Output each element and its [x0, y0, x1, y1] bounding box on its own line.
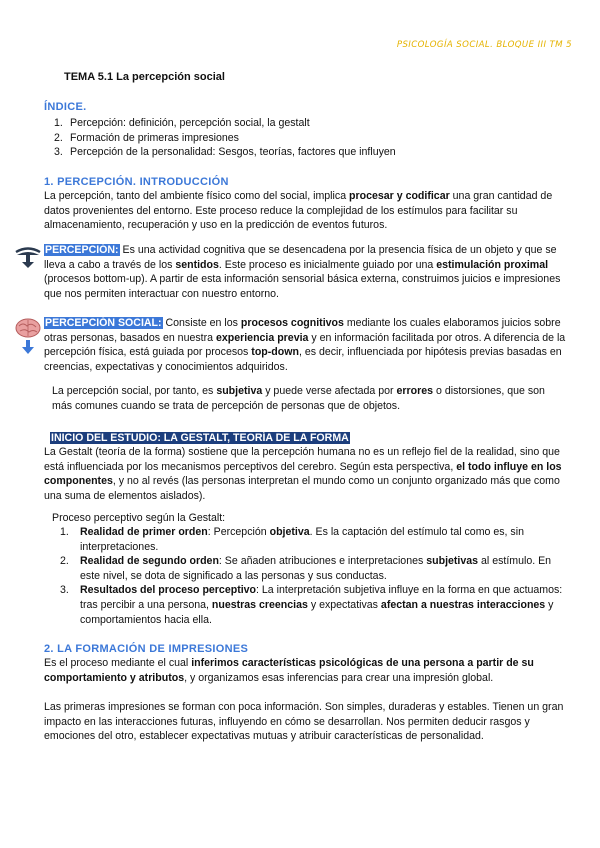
perception-definition-paragraph: PERCEPCIÓN: Es una actividad cognitiva que se desencadena por la presencia física de un objeto y que se lleva a cabo a través de los sentidos. Este proceso es inicialmente guiado por una estimulación proximal (procesos bottom-up). A partir de esta información sensorial básica externa, construimos juicios e impresiones que nos permiten interactuar con nuestro entorno. [44, 244, 561, 300]
gestalt-heading: INICIO DEL ESTUDIO: LA GESTALT, TEORÍA DE LA FORMA [51, 432, 349, 444]
perception-intro-paragraph: La percepción, tanto del ambiente físico como del social, implica procesar y codificar una gran cantidad de datos provenientes del entorno. Este proceso reduce la complejidad de los estímulos para facilitar su almacenamiento, recuperación y uso en la predicción de eventos futuros. [44, 190, 553, 232]
brain-icon [14, 318, 42, 356]
perception-label: PERCEPCIÓN: [45, 244, 119, 256]
social-perception-paragraph: PERCEPCIÓN SOCIAL: Consiste en los procesos cognitivos mediante los cuales elaboramos juicios sobre otras personas, basados en nuestra experiencia previa y en información facilitada por otros. A diferencia de la percepción física, está guiada por procesos top-down, es decir, influenciada por hipótesis previas basadas en creencias, expectativas y conocimientos adquiridos. [44, 317, 566, 373]
index-item: 3. Percepción de la personalidad: Sesgos, teorías, factores que influyen [54, 146, 396, 159]
first-impressions-paragraph: Las primeras impresiones se forman con poca información. Son simples, duraderas y estables. Tienen un gran impacto en las interacciones futuras, influyendo en cómo se desarrollan. Nos permiten deducir rasgos y emociones del otro, establecer expectativas mutuas y atribuir características de personalidad. [44, 701, 564, 743]
index-heading: ÍNDICE. [44, 101, 87, 113]
gestalt-paragraph: La Gestalt (teoría de la forma) sostiene que la percepción humana no es un reflejo fiel de la realidad, sino que está influenciada por los mecanismos perceptivos del cerebro. Según esta perspectiva, el todo influye en los componentes, y no al revés (las personas interpretan el mundo como un conjunto organizado más que como una suma de elementos aislados). [44, 446, 562, 502]
list-item: 2. Realidad de segundo orden: Se añaden atribuciones e interpretaciones subjetivas al estímulo. En este nivel, se dota de significado a las personas y sus conductas. [60, 555, 552, 582]
section-heading-impressions: 2. LA FORMACIÓN DE IMPRESIONES [44, 643, 249, 655]
index-item: 2. Formación de primeras impresiones [54, 131, 239, 144]
subjective-paragraph: La percepción social, por tanto, es subjetiva y puede verse afectada por errores o distorsiones, que son más comunes cuando se trata de percepción de personas que de objetos. [52, 385, 545, 412]
social-perception-label: PERCEPCIÓN SOCIAL: [45, 317, 162, 329]
course-header: PSICOLOGÍA SOCIAL. BLOQUE III TM 5 [396, 40, 572, 50]
index-item: 1. Percepción: definición, percepción social, la gestalt [54, 117, 310, 129]
eye-icon [14, 246, 42, 268]
process-list [60, 525, 568, 627]
list-item: 3. Resultados del proceso perceptivo: La interpretación subjetiva influye en la forma en que actuamos: tras percibir a una persona, nuestras creencias y expectativas afectan a nuestras interacciones y comportamientos hacia ella. [60, 584, 563, 626]
list-item: 1. Realidad de primer orden: Percepción objetiva. Es la captación del estímulo tal como es, sin interpretaciones. [60, 526, 524, 553]
section-heading-perception: 1. PERCEPCIÓN. INTRODUCCIÓN [44, 176, 229, 188]
process-intro: Proceso perceptivo según la Gestalt: [52, 512, 226, 524]
index-list [54, 116, 396, 160]
page-title: TEMA 5.1 La percepción social [64, 71, 225, 83]
impressions-definition-paragraph: Es el proceso mediante el cual inferimos características psicológicas de una persona a partir de su comportamiento y atributos, y organizamos esas inferencias para crear una impresión global. [44, 657, 534, 684]
